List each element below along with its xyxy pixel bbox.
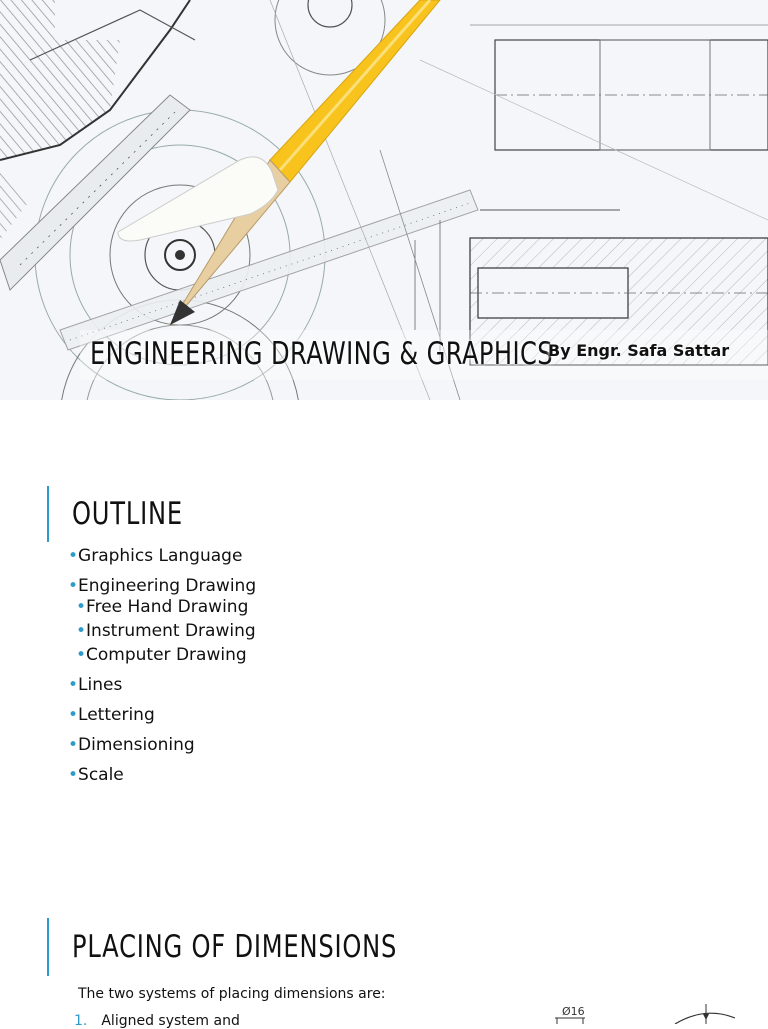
placing-intro-text: The two systems of placing dimensions are: (78, 986, 386, 1002)
outline-item-graphics-language: •Graphics Language (68, 546, 243, 566)
placing-list-text: Aligned system and (101, 1013, 240, 1029)
dimension-figure-drawing (555, 1000, 768, 1024)
dimension-figure-label: Ø16 (562, 1005, 585, 1018)
outline-item-free-hand-drawing: •Free Hand Drawing (76, 597, 249, 617)
author-byline: By Engr. Safa Sattar (548, 341, 730, 360)
outline-list (68, 536, 256, 785)
outline-item-lettering: •Lettering (68, 705, 155, 725)
placing-list-number: 1. (74, 1013, 88, 1029)
outline-item-scale: •Scale (68, 765, 124, 785)
title-slide (0, 0, 768, 400)
outline-item-computer-drawing: •Computer Drawing (76, 645, 247, 665)
outline-item-engineering-drawing: •Engineering Drawing (68, 576, 257, 596)
placing-heading: PLACING OF DIMENSIONS (72, 929, 398, 965)
placing-list-item (74, 1013, 240, 1029)
outline-item-dimensioning: •Dimensioning (68, 735, 195, 755)
placing-accent-bar (47, 918, 49, 976)
outline-item-instrument-drawing: •Instrument Drawing (76, 621, 256, 641)
presentation-title: ENGINEERING DRAWING & GRAPHICS (90, 336, 554, 372)
outline-accent-bar (47, 486, 49, 542)
outline-heading: OUTLINE (72, 496, 183, 532)
outline-item-lines: •Lines (68, 675, 123, 695)
